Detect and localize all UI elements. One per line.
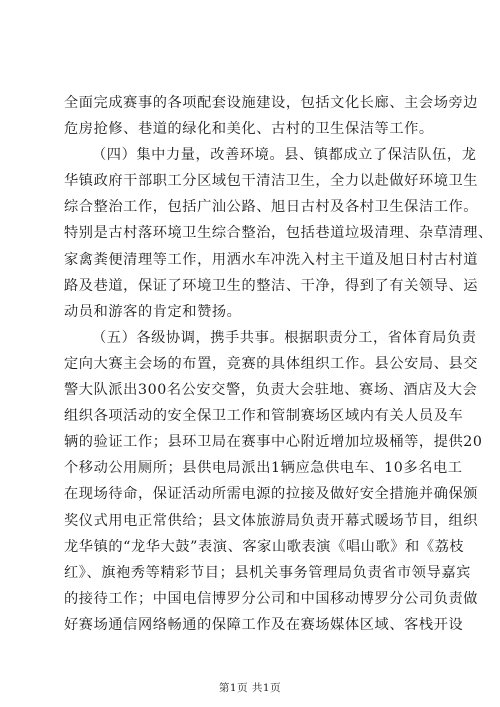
text-line: 在现场待命，保证活动所需电源的拉接及做好安全措施并确保颁 xyxy=(64,486,479,503)
text-line: （四）集中力量，改善环境。县、镇都成立了保洁队伍，龙 xyxy=(92,147,477,164)
page-footer: 第1页 共1页 xyxy=(218,682,282,694)
text-line: 奖仪式用电正常供给；县文体旅游局负责开幕式暖场节目，组织 xyxy=(64,512,479,529)
text-line: 个移动公用厕所；县供电局派出1辆应急供电车、10多名电工 xyxy=(64,460,463,477)
text-line: 华镇政府干部职工分区域包干清洁卫生，全力以赴做好环境卫生 xyxy=(64,173,479,190)
document-body xyxy=(64,90,493,638)
text-line: 危房抢修、巷道的绿化和美化、古村的卫生保洁等工作。 xyxy=(64,121,434,138)
text-line: 的接待工作；中国电信博罗分公司和中国移动博罗分公司负责做 xyxy=(64,590,479,607)
text-line: 动员和游客的肯定和赞扬。 xyxy=(64,303,242,320)
text-line: 警大队派出300名公安交警，负责大会驻地、赛场、酒店及大会 xyxy=(64,382,478,399)
text-line: 特别是古村落环境卫生综合整治，包括巷道垃圾清理、杂草清理、 xyxy=(64,225,493,242)
text-line: 全面完成赛事的各项配套设施建设，包括文化长廊、主会场旁边 xyxy=(64,95,479,111)
text-line: 定向大赛主会场的布置，竞赛的具体组织工作。县公安局、县交 xyxy=(64,355,479,372)
text-line: 辆的验证工作；县环卫局在赛事中心附近增加垃圾桶等，提供20 xyxy=(64,434,483,451)
text-line: （五）各级协调，携手共事。根据职责分工，省体育局负责 xyxy=(92,329,477,346)
text-line: 组织各项活动的安全保卫工作和管制赛场区域内有关人员及车 xyxy=(64,408,464,425)
text-line: 家禽粪便清理等工作，用洒水车冲洗入村主干道及旭日村古村道 xyxy=(64,251,479,268)
text-line: 好赛场通信网络畅通的保障工作及在赛场媒体区域、客栈开设 xyxy=(64,616,464,633)
text-line: 红》、旗袍秀等精彩节目；县机关事务管理局负责省市领导嘉宾 xyxy=(64,564,471,581)
text-line: 路及巷道，保证了环境卫生的整洁、干净，得到了有关领导、运 xyxy=(64,277,479,294)
text-line: 龙华镇的“龙华大鼓”表演、客家山歌表演《唱山歌》和《荔枝 xyxy=(64,538,465,555)
text-line: 综合整治工作，包括广汕公路、旭日古村及各村卫生保洁工作。 xyxy=(64,199,479,216)
